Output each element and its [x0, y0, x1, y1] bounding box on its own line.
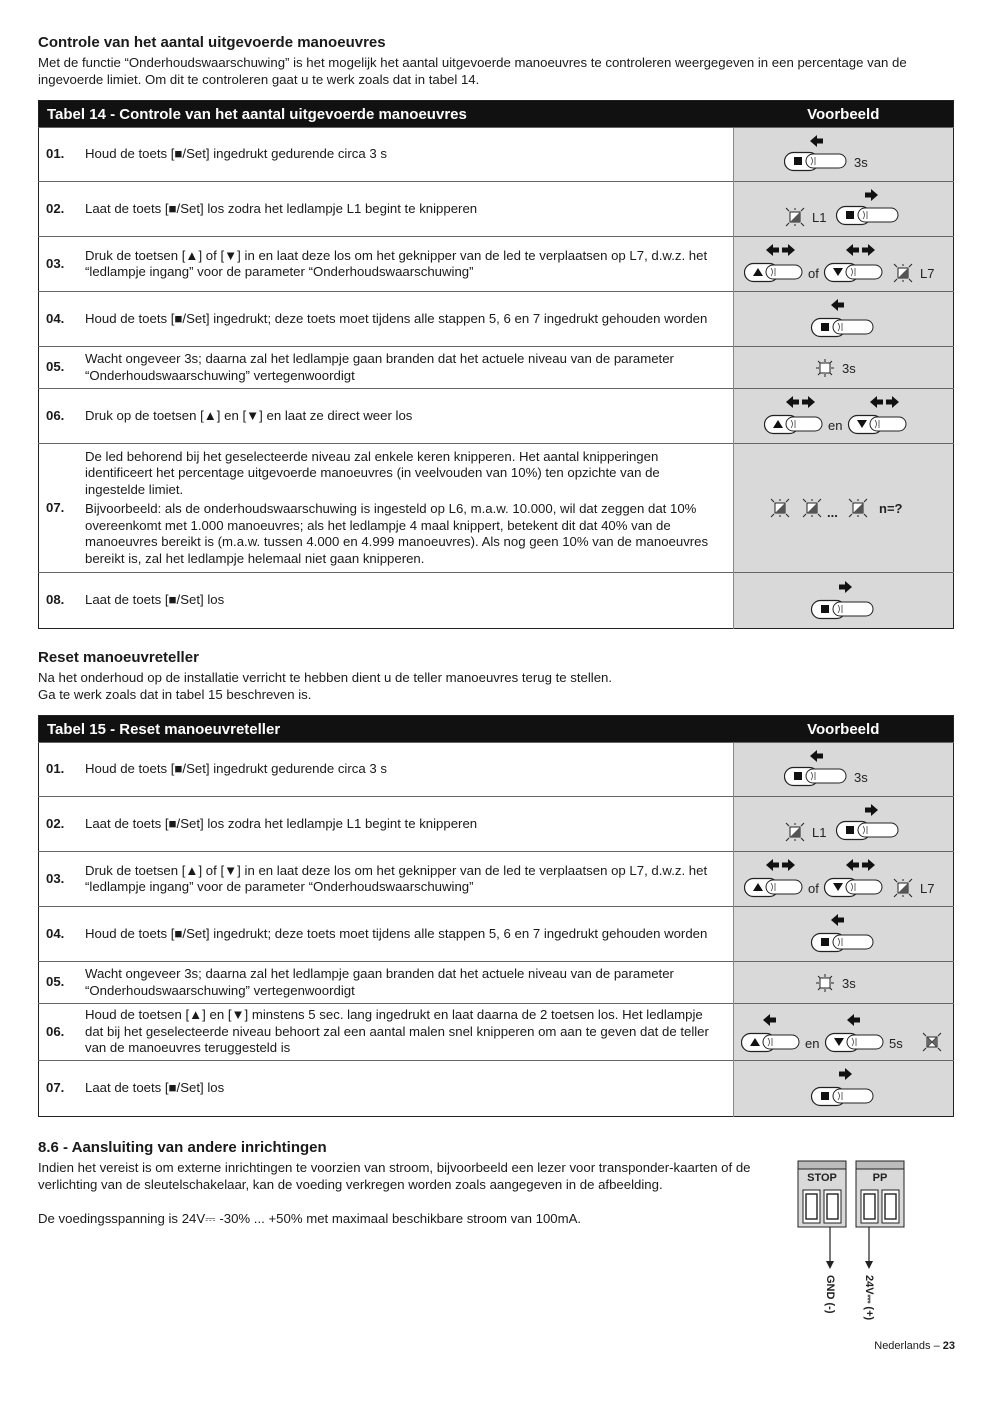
- arrow-right-icon: [802, 396, 815, 408]
- step-number: 01.: [39, 128, 86, 182]
- step-example: [734, 128, 954, 182]
- step-number: 07.: [39, 444, 86, 573]
- step-text: Houd de toets [■/Set] ingedrukt gedurende circa 3 s: [85, 128, 734, 182]
- step-example: [734, 907, 954, 962]
- step-text: [85, 444, 734, 573]
- step-example: [734, 1060, 954, 1116]
- section-title-check: Controle van het aantal uitgevoerde manoeuvres: [38, 34, 386, 51]
- down-button-icon: [825, 1033, 883, 1051]
- step-example: [734, 237, 954, 292]
- arrow-right-icon: [839, 1068, 852, 1080]
- duration-label: 3s: [841, 360, 856, 376]
- step-number: 07.: [39, 1060, 86, 1116]
- arrow-left-icon: [846, 244, 859, 256]
- table-row: [39, 962, 954, 1004]
- step-number: 02.: [39, 797, 86, 852]
- table-row: [39, 743, 954, 797]
- led-blink-icon: [786, 823, 804, 841]
- step-example: [734, 743, 954, 797]
- led-on-icon: [816, 974, 834, 992]
- step-text: Houd de toets [■/Set] ingedrukt; deze toets moet tijdens alle stappen 5, 6 en 7 ingedrukt gehouden worden: [85, 292, 734, 347]
- step-example: [734, 962, 954, 1004]
- arrow-left-icon: [870, 396, 883, 408]
- duration-label: 3s: [853, 154, 868, 170]
- led-label: L7: [919, 266, 934, 281]
- table-row: [39, 573, 954, 629]
- table-row: [39, 797, 954, 852]
- step-example: [734, 444, 954, 573]
- arrow-right-icon: [886, 396, 899, 408]
- step-text: Laat de toets [■/Set] los zodra het ledlampje L1 begint te knipperen: [85, 182, 734, 237]
- arrow-right-icon: [865, 189, 878, 201]
- set-button-icon: [811, 934, 873, 952]
- page-footer: [874, 1340, 955, 1352]
- terminal-diagram: [796, 1157, 916, 1357]
- table-row: [39, 128, 954, 182]
- led-fast-blink-icon: [923, 1033, 941, 1051]
- table-row: [39, 347, 954, 389]
- arrow-left-icon: [763, 1014, 776, 1026]
- led-label: L1: [811, 825, 826, 840]
- duration-label: 5s: [888, 1035, 903, 1051]
- set-button-icon: [784, 767, 846, 785]
- set-button-icon: [836, 822, 898, 840]
- set-button-icon: [784, 152, 846, 170]
- connection-paragraph-2: De voedingsspanning is 24V⎓ -30% ... +50% met maximaal beschikbare stroom van 100mA.: [38, 1210, 582, 1226]
- led-blink-icon: [786, 208, 804, 226]
- set-button-icon: [836, 207, 898, 225]
- section-title-connection: 8.6 - Aansluiting van andere inrichtingen: [38, 1138, 327, 1156]
- terminal-pp-label: PP: [872, 1171, 888, 1184]
- step-number: 06.: [39, 389, 86, 444]
- and-label: en: [804, 1035, 819, 1051]
- step-example: [734, 182, 954, 237]
- step-number: 01.: [39, 743, 86, 797]
- led-blink-icon: [849, 499, 867, 517]
- section-intro-reset-2: Ga te werk zoals dat in tabel 15 beschreven is.: [38, 687, 312, 702]
- table-row: [39, 292, 954, 347]
- terminal-stop-label: STOP: [807, 1171, 837, 1184]
- led-label: L1: [811, 210, 826, 225]
- step-example: [734, 389, 954, 444]
- arrow-left-icon: [847, 1014, 860, 1026]
- step-text: Laat de toets [■/Set] los zodra het ledlampje L1 begint te knipperen: [85, 797, 734, 852]
- up-button-icon: [744, 879, 802, 897]
- section-intro-check: Met de functie “Onderhoudswaarschuwing” is het mogelijk het aantal uitgevoerde manoeuvres te controleren weergegeven in een percentage van de ingevoerde limiet. Om dit te controleren gaat u te werk zoals dat in tabel 14.: [38, 55, 907, 87]
- step-number: 04.: [39, 292, 86, 347]
- table-row: [39, 444, 954, 573]
- connection-paragraph-1: Indien het vereist is om externe inrichtingen te voorzien van stroom, bijvoorbeeld een lezer voor transponder-kaarten of de verlichting van de sleutelschakelaar, kan de voeding verkregen worden zoals aangegeven in de afbeelding.: [38, 1159, 751, 1192]
- step-text: Druk op de toetsen [▲] en [▼] en laat ze direct weer los: [85, 389, 734, 444]
- step-example: [734, 1004, 954, 1061]
- step-example: [734, 292, 954, 347]
- step-example: [734, 347, 954, 389]
- v24-label: 24V⎓ (+): [863, 1274, 875, 1320]
- led-blink-icon: [803, 499, 821, 517]
- arrow-right-icon: [865, 804, 878, 816]
- table-14: [38, 100, 954, 629]
- step-text: Laat de toets [■/Set] los: [85, 573, 734, 629]
- arrow-left-icon: [846, 859, 859, 871]
- table-15: [38, 715, 954, 1117]
- arrow-left-icon: [810, 135, 823, 147]
- arrow-left-icon: [810, 750, 823, 762]
- step-text-example: Bijvoorbeeld: als de onderhoudswaarschuwing is ingesteld op L6, m.a.w. 10.000, wil dat zeggen dat 10% overeenkomt met 1.000 manoeuvres; als het ledlampje 4 maal knippert, betekent dit dat 40% van de manoeuvres bereikt is (m.a.w. tussen 4.000 en 4.999 manoeuvres). Als nog geen 10% van de manoeuvres bereikt is, zal het ledlampje helemaal niet gaan knipperen.: [85, 501, 709, 566]
- section-intro-reset-1: Na het onderhoud op de installatie verricht te hebben dient u de teller manoeuvres terug te stellen.: [38, 670, 613, 685]
- table-row: [39, 389, 954, 444]
- table-row: [39, 1004, 954, 1061]
- table-15-title: Tabel 15 - Reset manoeuvreteller: [39, 716, 734, 743]
- led-blink-icon: [771, 499, 789, 517]
- arrow-right-icon: [782, 244, 795, 256]
- arrow-left-icon: [766, 244, 779, 256]
- arrow-right-icon: [862, 859, 875, 871]
- gnd-label: GND (-): [824, 1274, 836, 1313]
- down-button-icon: [824, 264, 882, 282]
- arrow-right-icon: [782, 859, 795, 871]
- led-blink-icon: [894, 264, 912, 282]
- down-button-icon: [848, 416, 906, 434]
- step-text: Wacht ongeveer 3s; daarna zal het ledlampje gaan branden dat het actuele niveau van de parameter “Onderhoudswaarschuwing” vertegenwoordigt: [85, 962, 734, 1004]
- step-number: 05.: [39, 347, 86, 389]
- step-number: 06.: [39, 1004, 86, 1061]
- table-row: [39, 182, 954, 237]
- table-14-title: Tabel 14 - Controle van het aantal uitgevoerde manoeuvres: [39, 101, 734, 128]
- table-row: [39, 852, 954, 907]
- duration-label: 3s: [853, 769, 868, 785]
- step-text: Laat de toets [■/Set] los: [85, 1060, 734, 1116]
- set-button-icon: [811, 1088, 873, 1106]
- table-14-example-header: Voorbeeld: [734, 101, 954, 128]
- step-text: Druk de toetsen [▲] of [▼] in en laat deze los om het geknipper van de led te verplaatsen op L7, d.w.z. het “ledlampje ingang” voor de parameter “Onderhoudswaarschuwing”: [85, 852, 734, 907]
- table-row: [39, 237, 954, 292]
- step-number: 08.: [39, 573, 86, 629]
- footer-separator: –: [930, 1340, 943, 1352]
- led-label: L7: [919, 881, 934, 896]
- set-button-icon: [811, 319, 873, 337]
- arrow-left-icon: [766, 859, 779, 871]
- step-example: [734, 573, 954, 629]
- led-on-icon: [816, 359, 834, 377]
- step-text: Houd de toets [■/Set] ingedrukt; deze toets moet tijdens alle stappen 5, 6 en 7 ingedrukt gehouden worden: [85, 907, 734, 962]
- up-button-icon: [744, 264, 802, 282]
- step-number: 02.: [39, 182, 86, 237]
- footer-language: Nederlands: [874, 1340, 931, 1352]
- duration-label: 3s: [841, 975, 856, 991]
- set-button-icon: [811, 600, 873, 618]
- count-label: n=?: [878, 501, 902, 516]
- table-row: [39, 907, 954, 962]
- up-button-icon: [764, 416, 822, 434]
- step-text: Wacht ongeveer 3s; daarna zal het ledlampje gaan branden dat het actuele niveau van de parameter “Onderhoudswaarschuwing” vertegenwoordigt: [85, 347, 734, 389]
- step-number: 03.: [39, 237, 86, 292]
- section-title-reset: Reset manoeuvreteller: [38, 649, 199, 666]
- and-label: en: [827, 418, 842, 433]
- or-label: of: [807, 266, 819, 281]
- step-number: 05.: [39, 962, 86, 1004]
- down-button-icon: [824, 879, 882, 897]
- table-row: [39, 1060, 954, 1116]
- step-text: Houd de toetsen [▲] en [▼] minstens 5 sec. lang ingedrukt en laat daarna de 2 toetsen los. Het ledlampje dat bij het geselecteerde niveau behoort zal een aantal malen snel knipperen om aan te geven dat de teller van de manoeuvres teruggesteld is: [85, 1004, 734, 1061]
- led-blink-icon: [894, 879, 912, 897]
- arrow-right-icon: [839, 581, 852, 593]
- step-example: [734, 797, 954, 852]
- step-text-part: De led behorend bij het geselecteerde niveau zal enkele keren knipperen. Het aantal knipperingen identificeert het percentage uitgevoerde manoeuvres (in veelvouden van 10%) ten opzichte van de ingestelde limiet.: [85, 448, 660, 497]
- up-button-icon: [741, 1033, 799, 1051]
- step-text: Druk de toetsen [▲] of [▼] in en laat deze los om het geknipper van de led te verplaatsen op L7, d.w.z. het “ledlampje ingang” voor de parameter “Onderhoudswaarschuwing”: [85, 237, 734, 292]
- or-label: of: [807, 881, 819, 896]
- arrow-left-icon: [786, 396, 799, 408]
- step-example: [734, 852, 954, 907]
- arrow-left-icon: [831, 299, 844, 311]
- ellipsis-label: ...: [826, 505, 838, 520]
- page-number: 23: [942, 1340, 955, 1352]
- step-number: 04.: [39, 907, 86, 962]
- step-number: 03.: [39, 852, 86, 907]
- arrow-right-icon: [862, 244, 875, 256]
- arrow-left-icon: [831, 914, 844, 926]
- step-text: Houd de toets [■/Set] ingedrukt gedurende circa 3 s: [85, 743, 734, 797]
- table-15-example-header: Voorbeeld: [734, 716, 954, 743]
